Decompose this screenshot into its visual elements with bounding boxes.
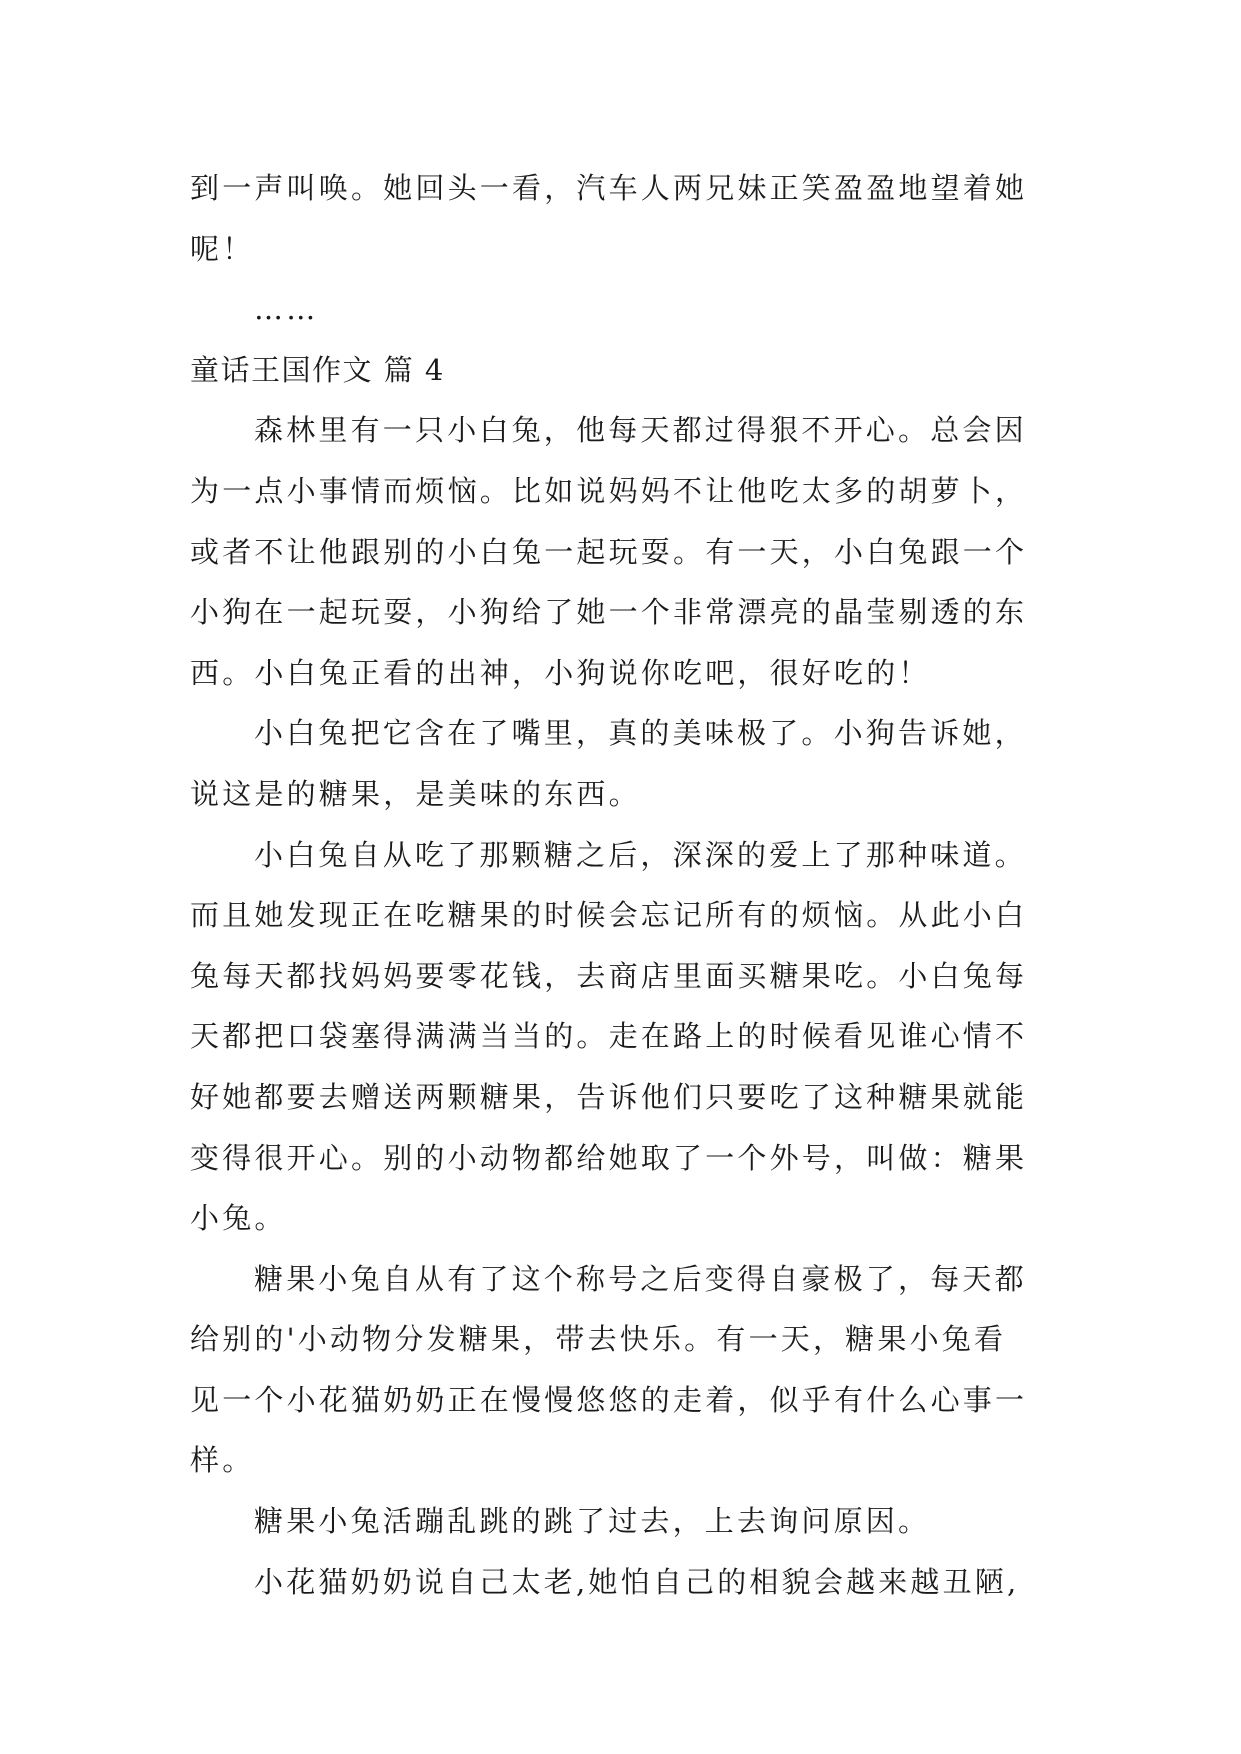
text-line: 见一个小花猫奶奶正在慢慢悠悠的走着，似乎有什么心事一	[190, 1382, 1028, 1417]
text-line: 天都把口袋塞得满满当当的。走在路上的时候看见谁心情不	[190, 1019, 1028, 1054]
paragraph-start-line: 小白兔把它含在了嘴里，真的美味极了。小狗告诉她，	[254, 716, 1027, 751]
text-line: 到一声叫唤。她回头一看，汽车人两兄妹正笑盈盈地望着她	[190, 171, 1028, 205]
paragraph-start-line: 小花猫奶奶说自己太老,她怕自己的相貌会越来越丑陋,	[254, 1564, 1020, 1599]
document-body	[190, 158, 1050, 1612]
text-line: 小狗在一起玩耍，小狗给了她一个非常漂亮的晶莹剔透的东	[190, 595, 1028, 630]
paragraph-start-line: 小白兔自从吃了那颗糖之后，深深的爱上了那种味道。	[254, 837, 1027, 872]
text-line: 西。小白兔正看的出神，小狗说你吃吧，很好吃的！	[190, 655, 931, 690]
section-heading: 童话王国作文 篇 4	[190, 352, 445, 387]
paragraph-start-line: 糖果小兔自从有了这个称号之后变得自豪极了，每天都	[254, 1261, 1027, 1296]
text-line: 或者不让他跟别的小白兔一起玩耍。有一天，小白兔跟一个	[190, 534, 1028, 569]
text-line: 而且她发现正在吃糖果的时候会忘记所有的烦恼。从此小白	[190, 898, 1028, 933]
text-line: 小兔。	[190, 1201, 287, 1236]
text-line: 呢！	[190, 231, 255, 266]
text-line: 样。	[190, 1443, 255, 1478]
paragraph-start-line: 糖果小兔活蹦乱跳的跳了过去，上去询问原因。	[254, 1504, 931, 1539]
ellipsis-line: ……	[254, 292, 319, 327]
text-line: 给别的'小动物分发糖果，带去快乐。有一天，糖果小兔看	[190, 1322, 1007, 1357]
paragraph-start-line: 森林里有一只小白兔，他每天都过得狠不开心。总会因	[254, 413, 1027, 448]
text-line: 变得很开心。别的小动物都给她取了一个外号，叫做：糖果	[190, 1140, 1028, 1175]
text-line: 好她都要去赠送两颗糖果，告诉他们只要吃了这种糖果就能	[190, 1079, 1028, 1114]
text-line: 说这是的糖果，是美味的东西。	[190, 776, 641, 811]
text-line: 为一点小事情而烦恼。比如说妈妈不让他吃太多的胡萝卜，	[190, 473, 1028, 508]
text-line: 兔每天都找妈妈要零花钱，去商店里面买糖果吃。小白兔每	[190, 958, 1028, 993]
